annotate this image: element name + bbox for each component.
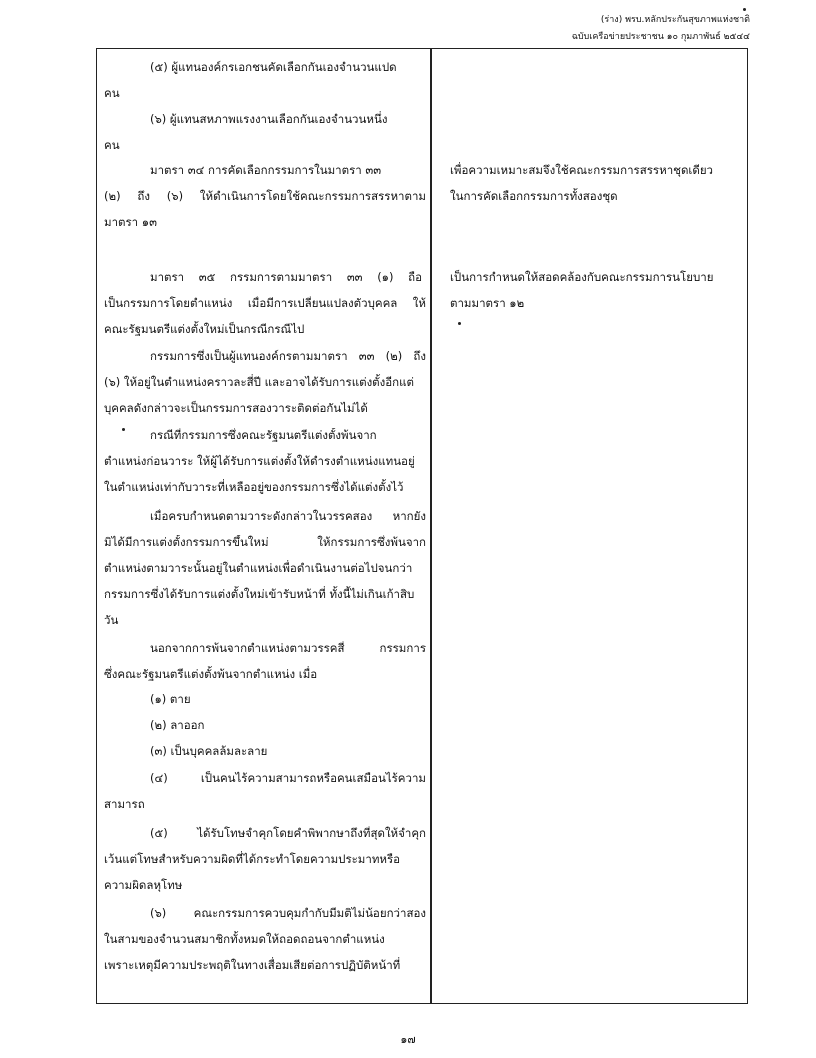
rationale-line: เป็นการกำหนดให้สอดคล้องกับคณะกรรมการนโยบาย <box>450 270 714 284</box>
draft-text-line: มาตรา ๓๔ การคัดเลือกกรรมการในมาตรา ๓๓ <box>150 163 382 177</box>
draft-text-line: ความผิดลหุโทษ <box>104 878 183 892</box>
draft-text-line: เว้นแต่โทษสำหรับความผิดที่ได้กระทำโดยความประมาทหรือ <box>104 852 401 866</box>
draft-text-line: ซึ่งคณะรัฐมนตรีแต่งตั้งพ้นจากตำแหน่ง เมื่อ <box>104 667 318 681</box>
draft-text-line: กรณีที่กรรมการซึ่งคณะรัฐมนตรีแต่งตั้งพ้นจาก <box>150 428 377 442</box>
draft-text-line: (๑) ตาย <box>150 692 191 706</box>
draft-text-line: (๒) ลาออก <box>150 718 205 732</box>
draft-text-line: กรรมการซึ่งได้รับการแต่งตั้งใหม่เข้ารับหน้าที่ ทั้งนี้ไม่เกินเก้าสิบ <box>104 587 415 601</box>
draft-text-line: มิได้มีการแต่งตั้งกรรมการขึ้นใหม่ ให้กรรมการซึ่งพ้นจาก <box>104 535 426 549</box>
speck-mark <box>122 428 125 431</box>
draft-text-line: ในตำแหน่งเท่ากับวาระที่เหลืออยู่ของกรรมการซึ่งได้แต่งตั้งไว้ <box>104 480 404 494</box>
draft-text-line: มาตรา ๓๕ กรรมการตามมาตรา ๓๓ (๑) ถือ <box>150 270 422 284</box>
draft-text-line: (๕) ผู้แทนองค์กรเอกชนคัดเลือกกันเองจำนวนแปด <box>150 60 397 74</box>
draft-text-line: นอกจากการพ้นจากตำแหน่งตามวรรคสี่ กรรมการ <box>150 641 426 655</box>
speck-mark <box>743 8 746 11</box>
draft-text-line: (๕) ได้รับโทษจำคุกโดยคำพิพากษาถึงที่สุดให้จำคุก <box>150 826 426 840</box>
header-edition: ฉบับเครือข่ายประชาชน ๑๐ กุมภาพันธ์ ๒๕๔๔ <box>571 32 750 42</box>
page-number: ๑๗ <box>400 1033 416 1046</box>
rationale-line: เพื่อความเหมาะสมจึงใช้คณะกรรมการสรรหาชุดเดียว <box>450 163 714 177</box>
header-title: (ร่าง) พรบ.หลักประกันสุขภาพแห่งชาติ <box>600 15 750 25</box>
draft-text-line: เป็นกรรมการโดยตำแหน่ง เมื่อมีการเปลี่ยนแปลงตัวบุคคล ให้ <box>104 296 426 310</box>
draft-text-line: เมื่อครบกำหนดตามวาระดังกล่าวในวรรคสอง หากยัง <box>150 509 426 523</box>
draft-text-line: คน <box>104 86 120 100</box>
column-divider <box>430 48 432 1004</box>
draft-text-line: (๖) คณะกรรมการควบคุมกำกับมีมติไม่น้อยกว่าสอง <box>150 906 426 920</box>
draft-text-line: วัน <box>104 613 119 627</box>
draft-text-line: เพราะเหตุมีความประพฤติในทางเสื่อมเสียต่อการปฏิบัติหน้าที่ <box>104 958 401 972</box>
draft-text-line: คณะรัฐมนตรีแต่งตั้งใหม่เป็นกรณีกรณีไป <box>104 322 305 336</box>
draft-text-line: (๖) ผู้แทนสหภาพแรงงานเลือกกันเองจำนวนหนึ่ง <box>150 112 388 126</box>
draft-text-line: (๖) ให้อยู่ในตำแหน่งคราวละสี่ปี และอาจได้รับการแต่งตั้งอีกแต่ <box>104 375 415 389</box>
draft-text-line: บุคคลดังกล่าวจะเป็นกรรมการสองวาระติดต่อกันไม่ได้ <box>104 401 368 415</box>
draft-text-line: (๔) เป็นคนไร้ความสามารถหรือคนเสมือนไร้ความ <box>150 771 426 785</box>
draft-text-line: (๒) ถึง (๖) ให้ดำเนินการโดยใช้คณะกรรมการสรรหาตาม <box>104 189 426 203</box>
speck-mark <box>458 322 461 325</box>
draft-text-line: ตำแหน่งตามวาระนั้นอยู่ในตำแหน่งเพื่อดำเนินงานต่อไปจนกว่า <box>104 561 413 575</box>
draft-text-line: ตำแหน่งก่อนวาระ ให้ผู้ได้รับการแต่งตั้งให้ดำรงตำแหน่งแทนอยู่ <box>104 454 415 468</box>
draft-text-line: (๓) เป็นบุคคลล้มละลาย <box>150 744 268 758</box>
draft-text-line: สามารถ <box>104 797 145 811</box>
draft-text-line: ในสามของจำนวนสมาชิกทั้งหมดให้ถอดถอนจากตำแหน่ง <box>104 932 385 946</box>
rationale-line: ในการคัดเลือกกรรมการทั้งสองชุด <box>450 189 618 203</box>
draft-text-line: คน <box>104 138 120 152</box>
rationale-line: ตามมาตรา ๑๒ <box>450 296 525 310</box>
draft-text-line: มาตรา ๑๓ <box>104 215 157 229</box>
draft-text-line: กรรมการซึ่งเป็นผู้แทนองค์กรตามมาตรา ๓๓ (๒) ถึง <box>150 349 426 363</box>
